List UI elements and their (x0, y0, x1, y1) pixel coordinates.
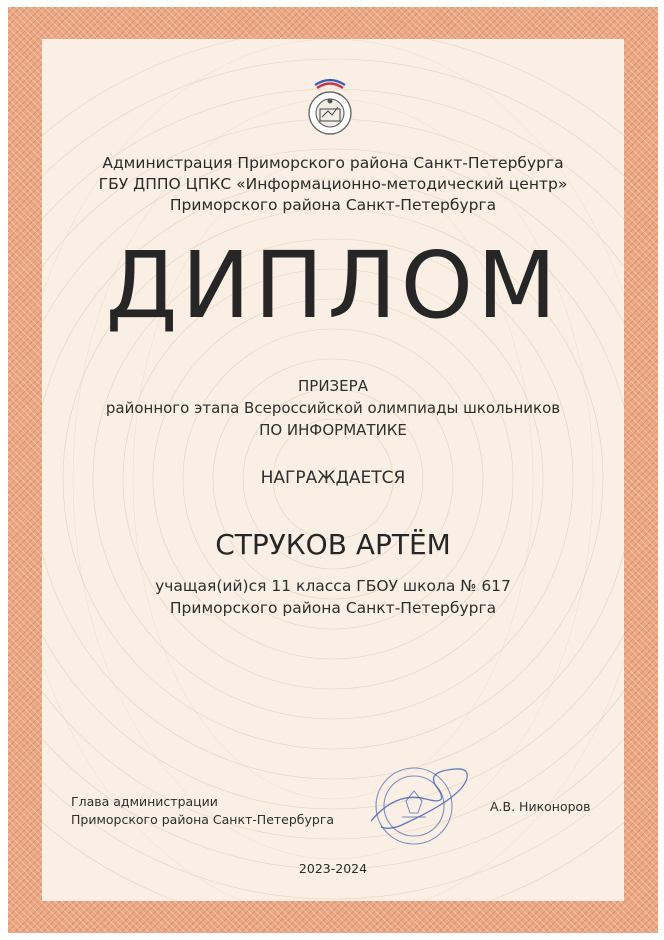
award-line: ПО ИНФОРМАТИКЕ (259, 421, 407, 439)
organization-line: Приморского района Санкт-Петербурга (169, 196, 497, 214)
diploma-paper (42, 39, 624, 901)
signatory-title: Глава администрации (71, 794, 218, 809)
recipient-name: СТРУКОВ АРТЁМ (215, 528, 451, 561)
ornamental-border (8, 7, 658, 933)
signatory-title: Приморского района Санкт-Петербурга (71, 812, 335, 827)
recipient-line: учащая(ий)ся 11 класса ГБОУ школа № 617 (155, 577, 511, 595)
award-line: районного этапа Всероссийской олимпиады школьников (105, 399, 561, 417)
signatory-name: А.В. Никоноров (490, 799, 591, 814)
organization-line: Администрация Приморского района Санкт-Петербурга (102, 154, 564, 172)
organization-line: ГБУ ДППО ЦПКС «Информационно-методический центр» (98, 175, 568, 193)
award-line: ПРИЗЕРА (298, 377, 368, 395)
recipient-line: Приморского района Санкт-Петербурга (169, 599, 497, 617)
stamp-and-signature (366, 751, 476, 851)
awarded-label: НАГРАЖДАЕТСЯ (260, 468, 406, 488)
olympiad-logo (295, 73, 365, 141)
academic-year: 2023-2024 (298, 861, 368, 876)
diploma-title: ДИПЛОМ (105, 232, 561, 339)
